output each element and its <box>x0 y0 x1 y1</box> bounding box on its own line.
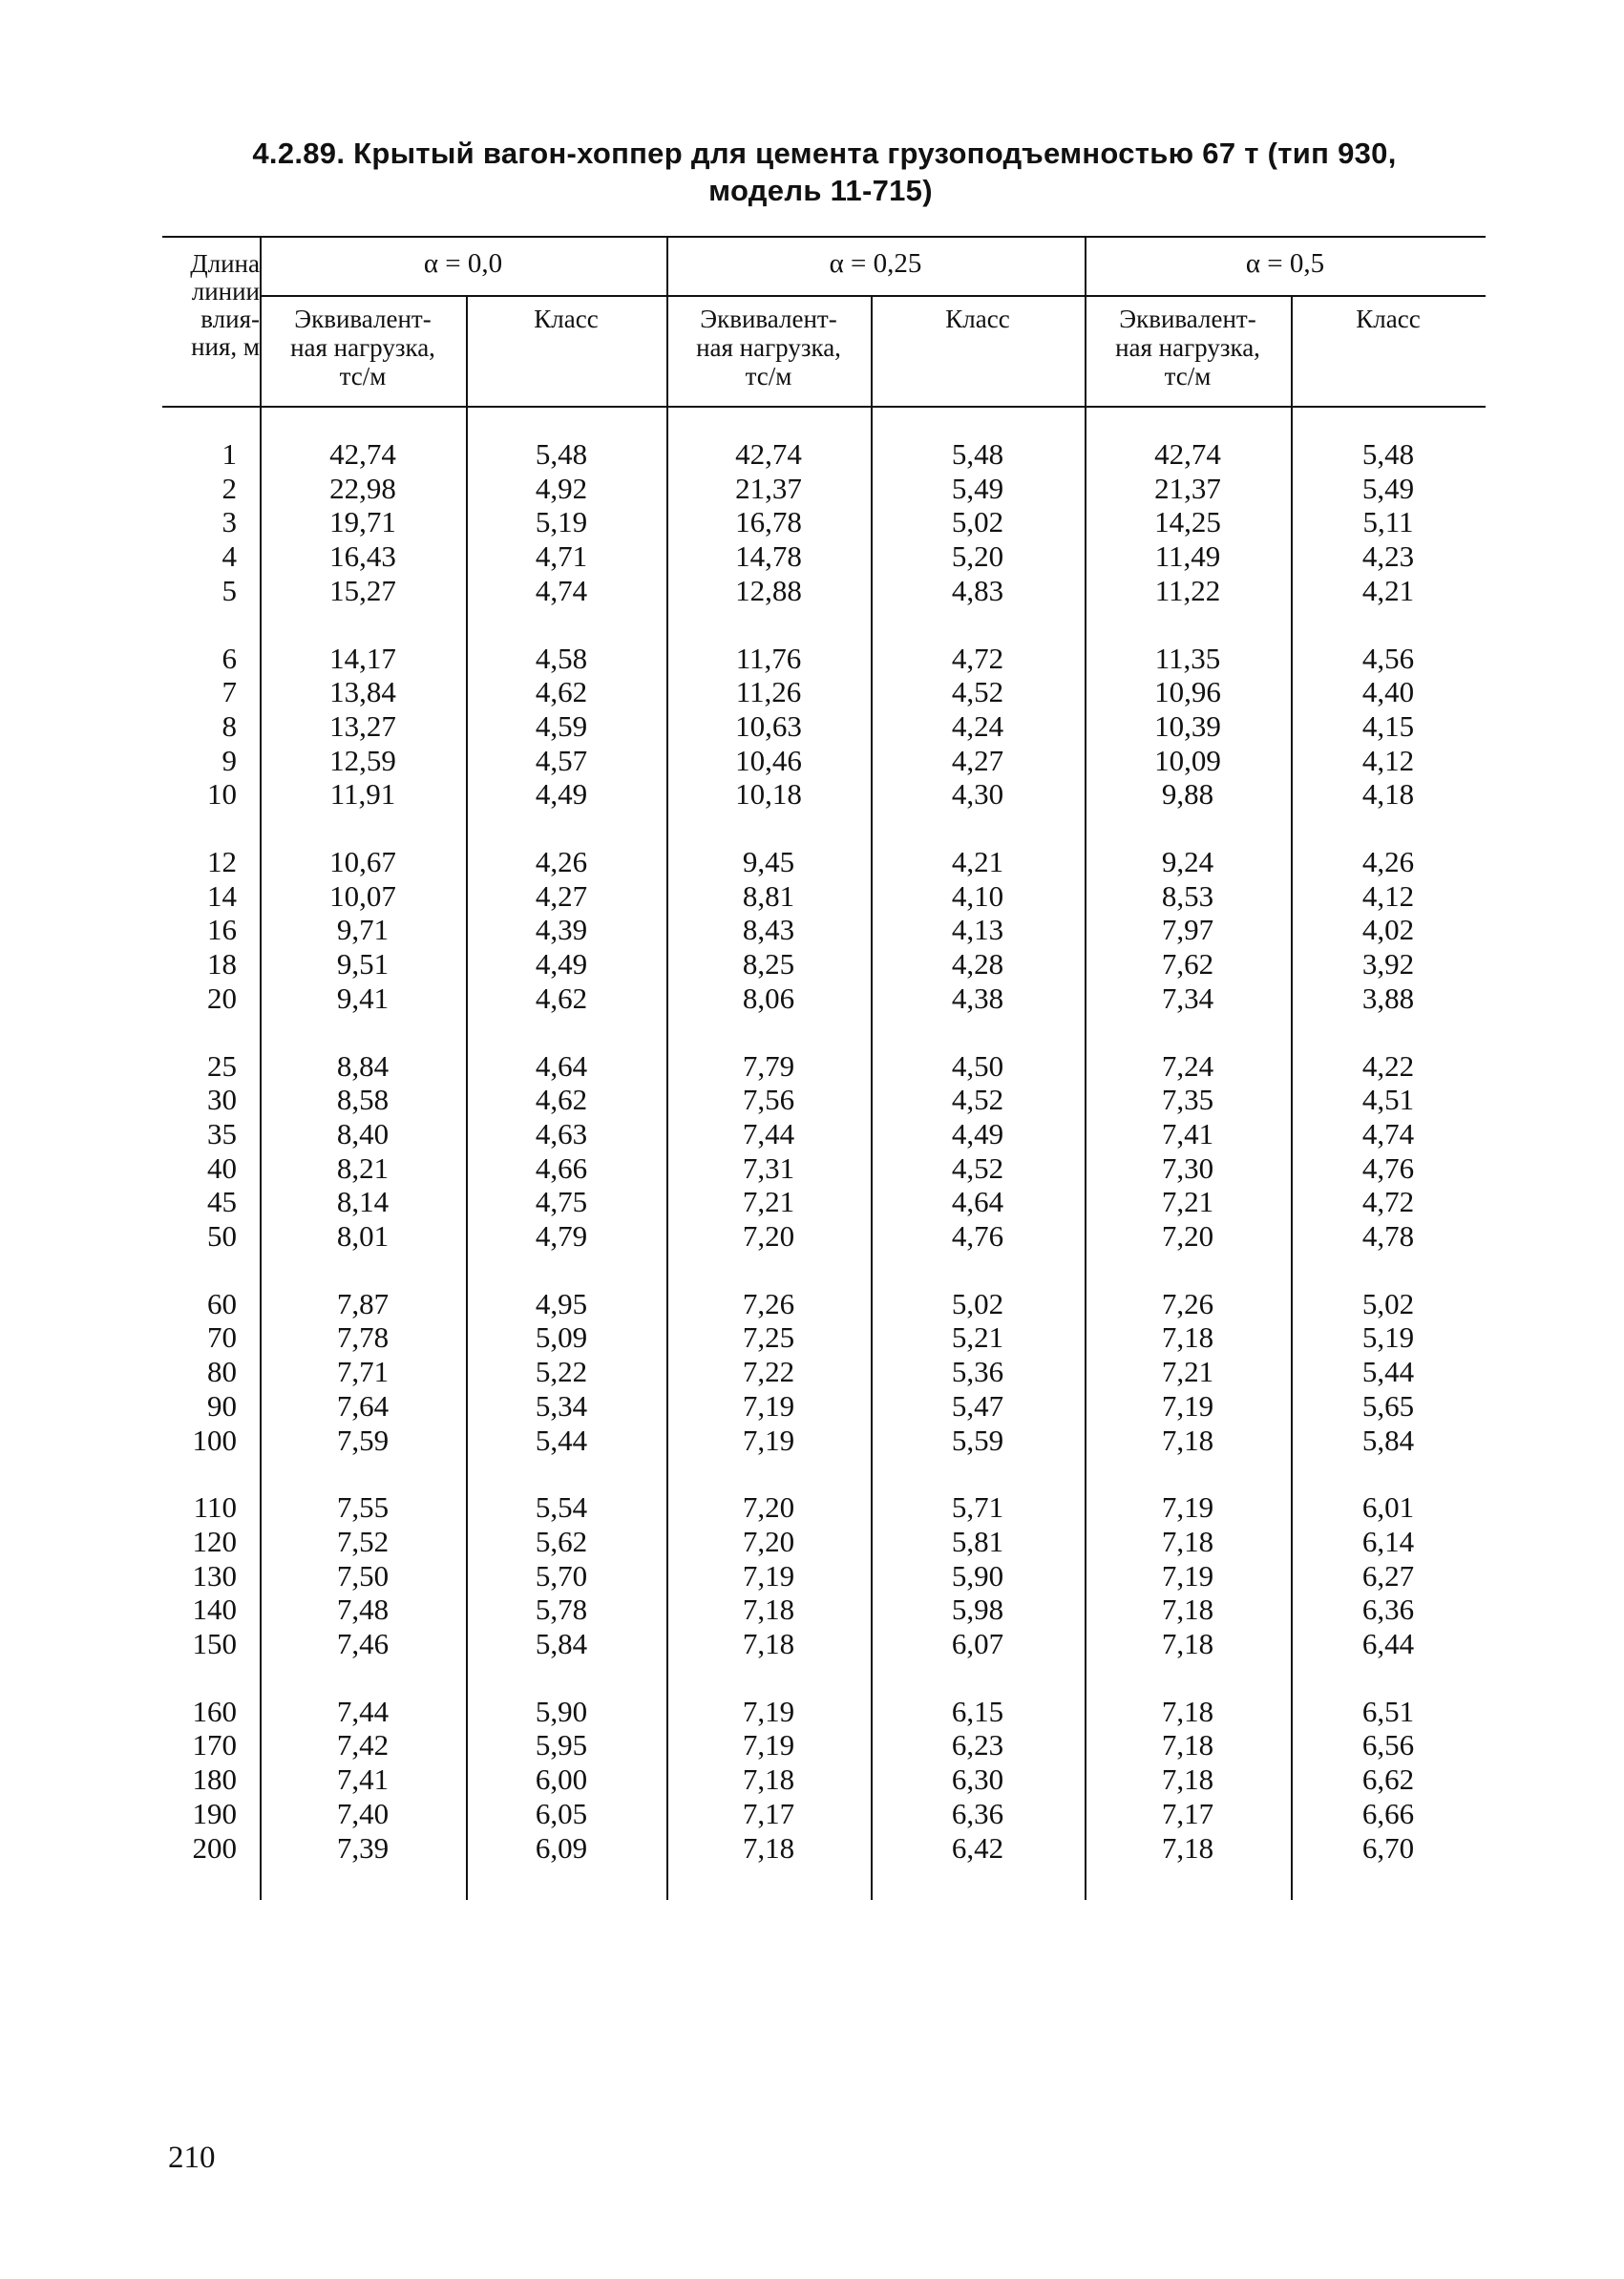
row-length-value: 16 <box>207 913 237 947</box>
equivalent-load-value: 7,18 <box>1161 1320 1214 1355</box>
header-subgroup-rule <box>260 295 1486 297</box>
equivalent-load-value: 7,18 <box>1161 1524 1214 1558</box>
equivalent-load-value: 7,44 <box>336 1694 390 1728</box>
equivalent-load-value: 7,40 <box>336 1796 390 1830</box>
equivalent-load-value: 7,79 <box>742 1048 795 1083</box>
equivalent-load-value: 7,31 <box>742 1150 795 1185</box>
equivalent-load-value: 7,39 <box>336 1830 390 1865</box>
class-value: 5,02 <box>951 505 1004 539</box>
equivalent-load-value: 8,06 <box>742 981 795 1015</box>
class-value: 4,75 <box>535 1185 588 1219</box>
header-class: Класс <box>1356 305 1421 333</box>
row-length-value: 1 <box>221 437 237 471</box>
equivalent-load-value: 8,25 <box>742 947 795 981</box>
row-length-value: 6 <box>221 641 237 675</box>
class-value: 5,47 <box>951 1388 1004 1423</box>
equivalent-load-value: 42,74 <box>329 437 396 471</box>
equivalent-load-value: 7,97 <box>1161 913 1214 947</box>
equivalent-load-value: 8,84 <box>336 1048 390 1083</box>
equivalent-load-value: 21,37 <box>1154 471 1221 505</box>
class-value: 4,21 <box>951 845 1004 878</box>
class-value: 6,42 <box>951 1830 1004 1865</box>
class-value: 5,19 <box>535 505 588 539</box>
header-length-label: ния, м <box>191 332 260 361</box>
class-value: 6,36 <box>951 1796 1004 1830</box>
equivalent-load-value: 7,48 <box>336 1593 390 1627</box>
class-value: 4,76 <box>1361 1150 1415 1185</box>
header-length-label: влия- <box>200 305 260 333</box>
class-value: 6,27 <box>1361 1558 1415 1593</box>
class-value: 5,54 <box>535 1490 588 1525</box>
class-value: 4,52 <box>951 675 1004 709</box>
equivalent-load-value: 7,44 <box>742 1116 795 1150</box>
equivalent-load-value: 9,51 <box>336 947 390 981</box>
equivalent-load-value: 7,19 <box>742 1423 795 1457</box>
class-value: 5,44 <box>1361 1355 1415 1389</box>
class-value: 4,62 <box>535 1083 588 1117</box>
class-value: 4,21 <box>1361 573 1415 607</box>
row-length-value: 80 <box>207 1355 237 1389</box>
equivalent-load-value: 9,41 <box>336 981 390 1015</box>
class-value: 5,48 <box>535 437 588 471</box>
equivalent-load-value: 7,19 <box>742 1728 795 1762</box>
class-value: 5,09 <box>535 1320 588 1355</box>
class-value: 4,26 <box>535 845 588 878</box>
class-value: 4,56 <box>1361 641 1415 675</box>
class-value: 5,70 <box>535 1558 588 1593</box>
equivalent-load-value: 9,45 <box>742 845 795 878</box>
equivalent-load-value: 8,01 <box>336 1219 390 1253</box>
equivalent-load-value: 11,49 <box>1154 539 1221 574</box>
equivalent-load-value: 8,40 <box>336 1116 390 1150</box>
equivalent-load-value: 10,39 <box>1154 708 1221 743</box>
equivalent-load-value: 9,71 <box>336 913 390 947</box>
class-value: 5,98 <box>951 1593 1004 1627</box>
header-alpha-group: α = 0,0 <box>423 248 503 279</box>
equivalent-load-value: 12,59 <box>329 743 396 777</box>
class-value: 4,38 <box>951 981 1004 1015</box>
class-value: 4,40 <box>1361 675 1415 709</box>
equivalent-load-value: 7,20 <box>1161 1219 1214 1253</box>
equivalent-load-value: 7,18 <box>1161 1830 1214 1865</box>
row-length-value: 150 <box>192 1627 237 1660</box>
class-value: 5,20 <box>951 539 1004 574</box>
class-value: 5,95 <box>535 1728 588 1762</box>
equivalent-load-value: 14,25 <box>1154 505 1221 539</box>
class-value: 5,65 <box>1361 1388 1415 1423</box>
header-equivalent-load: ная нагрузка, <box>290 333 435 362</box>
row-length-value: 9 <box>221 743 237 777</box>
equivalent-load-value: 7,71 <box>336 1355 390 1389</box>
row-length-value: 14 <box>207 878 237 913</box>
equivalent-load-value: 8,81 <box>742 878 795 913</box>
equivalent-load-value: 10,46 <box>735 743 802 777</box>
row-length-value: 5 <box>221 573 237 607</box>
equivalent-load-value: 7,20 <box>742 1524 795 1558</box>
header-equivalent-load: тс/м <box>339 362 387 390</box>
class-value: 4,71 <box>535 539 588 574</box>
header-equivalent-load: Эквивалент- <box>294 305 432 333</box>
equivalent-load-value: 7,55 <box>336 1490 390 1525</box>
class-value: 5,36 <box>951 1355 1004 1389</box>
column-separator <box>1291 295 1293 1900</box>
class-value: 5,11 <box>1362 505 1414 539</box>
equivalent-load-value: 7,19 <box>1161 1388 1214 1423</box>
equivalent-load-value: 7,21 <box>1161 1185 1214 1219</box>
equivalent-load-value: 10,07 <box>329 878 396 913</box>
class-value: 6,62 <box>1361 1762 1415 1797</box>
row-length-value: 170 <box>192 1728 237 1762</box>
row-length-value: 110 <box>193 1490 237 1525</box>
equivalent-load-value: 8,58 <box>336 1083 390 1117</box>
equivalent-load-value: 11,26 <box>735 675 802 709</box>
row-length-value: 70 <box>207 1320 237 1355</box>
class-value: 6,56 <box>1361 1728 1415 1762</box>
row-length-value: 20 <box>207 981 237 1015</box>
row-length-value: 200 <box>192 1830 237 1865</box>
class-value: 4,58 <box>535 641 588 675</box>
equivalent-load-value: 7,42 <box>336 1728 390 1762</box>
equivalent-load-value: 8,21 <box>336 1150 390 1185</box>
class-value: 4,64 <box>535 1048 588 1083</box>
header-equivalent-load: Эквивалент- <box>1119 305 1256 333</box>
equivalent-load-value: 11,35 <box>1154 641 1221 675</box>
class-value: 6,09 <box>535 1830 588 1865</box>
equivalent-load-value: 42,74 <box>735 437 802 471</box>
equivalent-load-value: 10,18 <box>735 777 802 812</box>
class-value: 6,00 <box>535 1762 588 1797</box>
equivalent-load-value: 7,87 <box>336 1286 390 1320</box>
equivalent-load-value: 7,18 <box>1161 1762 1214 1797</box>
class-value: 4,50 <box>951 1048 1004 1083</box>
class-value: 5,90 <box>951 1558 1004 1593</box>
class-value: 4,15 <box>1361 708 1415 743</box>
equivalent-load-value: 7,18 <box>742 1830 795 1865</box>
equivalent-load-value: 13,84 <box>329 675 396 709</box>
class-value: 5,21 <box>951 1320 1004 1355</box>
header-equivalent-load: ная нагрузка, <box>696 333 841 362</box>
row-length-value: 35 <box>207 1116 237 1150</box>
column-separator <box>1085 236 1086 1900</box>
class-value: 4,02 <box>1361 913 1415 947</box>
row-length-value: 10 <box>207 777 237 812</box>
class-value: 4,52 <box>951 1083 1004 1117</box>
class-value: 6,01 <box>1361 1490 1415 1525</box>
class-value: 6,05 <box>535 1796 588 1830</box>
class-value: 6,15 <box>951 1694 1004 1728</box>
equivalent-load-value: 7,18 <box>1161 1593 1214 1627</box>
class-value: 4,64 <box>951 1185 1004 1219</box>
class-value: 4,49 <box>535 777 588 812</box>
row-length-value: 8 <box>221 708 237 743</box>
class-value: 4,30 <box>951 777 1004 812</box>
class-value: 4,92 <box>535 471 588 505</box>
row-length-value: 4 <box>221 539 237 574</box>
equivalent-load-value: 7,41 <box>1161 1116 1214 1150</box>
row-length-value: 3 <box>221 505 237 539</box>
class-value: 5,59 <box>951 1423 1004 1457</box>
class-value: 4,24 <box>951 708 1004 743</box>
row-length-value: 18 <box>207 947 237 981</box>
class-value: 5,90 <box>535 1694 588 1728</box>
header-length-label: Длина <box>190 249 260 278</box>
equivalent-load-value: 7,21 <box>1161 1355 1214 1389</box>
equivalent-load-value: 8,43 <box>742 913 795 947</box>
class-value: 5,22 <box>535 1355 588 1389</box>
header-equivalent-load: тс/м <box>1164 362 1212 390</box>
header-alpha-group: α = 0,5 <box>1245 248 1325 279</box>
header-class: Класс <box>945 305 1010 333</box>
equivalent-load-value: 7,78 <box>336 1320 390 1355</box>
class-value: 6,51 <box>1361 1694 1415 1728</box>
class-value: 5,02 <box>951 1286 1004 1320</box>
class-value: 4,79 <box>535 1219 588 1253</box>
equivalent-load-value: 16,78 <box>735 505 802 539</box>
row-length-value: 190 <box>192 1796 237 1830</box>
equivalent-load-value: 8,14 <box>336 1185 390 1219</box>
equivalent-load-value: 7,18 <box>1161 1423 1214 1457</box>
equivalent-load-value: 9,24 <box>1161 845 1214 878</box>
equivalent-load-value: 7,19 <box>1161 1490 1214 1525</box>
equivalent-load-value: 9,88 <box>1161 777 1214 812</box>
class-value: 4,10 <box>951 878 1004 913</box>
equivalent-load-value: 7,18 <box>742 1762 795 1797</box>
equivalent-load-value: 7,18 <box>1161 1728 1214 1762</box>
header-equivalent-load: тс/м <box>745 362 792 390</box>
header-alpha-group: α = 0,25 <box>829 248 922 279</box>
equivalent-load-value: 8,53 <box>1161 878 1214 913</box>
class-value: 4,72 <box>951 641 1004 675</box>
equivalent-load-value: 11,22 <box>1154 573 1221 607</box>
class-value: 5,34 <box>535 1388 588 1423</box>
equivalent-load-value: 7,46 <box>336 1627 390 1660</box>
equivalent-load-value: 7,18 <box>1161 1627 1214 1660</box>
table-title-line-1: 4.2.89. Крытый вагон-хоппер для цемента грузоподъемностью 67 т (тип 930, <box>252 137 1397 170</box>
class-value: 5,48 <box>951 437 1004 471</box>
equivalent-load-value: 7,26 <box>742 1286 795 1320</box>
row-length-value: 180 <box>192 1762 237 1797</box>
class-value: 5,44 <box>535 1423 588 1457</box>
equivalent-load-value: 42,74 <box>1154 437 1221 471</box>
equivalent-load-value: 22,98 <box>329 471 396 505</box>
class-value: 5,71 <box>951 1490 1004 1525</box>
table-top-rule <box>162 236 1486 238</box>
equivalent-load-value: 7,62 <box>1161 947 1214 981</box>
class-value: 4,74 <box>535 573 588 607</box>
equivalent-load-value: 10,67 <box>329 845 396 878</box>
equivalent-load-value: 7,19 <box>742 1388 795 1423</box>
equivalent-load-value: 7,17 <box>1161 1796 1214 1830</box>
class-value: 4,49 <box>535 947 588 981</box>
column-separator <box>260 236 262 1900</box>
class-value: 5,78 <box>535 1593 588 1627</box>
row-length-value: 140 <box>192 1593 237 1627</box>
header-equivalent-load: Эквивалент- <box>700 305 837 333</box>
equivalent-load-value: 7,19 <box>1161 1558 1214 1593</box>
equivalent-load-value: 14,78 <box>735 539 802 574</box>
equivalent-load-value: 14,17 <box>329 641 396 675</box>
equivalent-load-value: 7,17 <box>742 1796 795 1830</box>
class-value: 4,62 <box>535 675 588 709</box>
header-equivalent-load: ная нагрузка, <box>1115 333 1260 362</box>
row-length-value: 40 <box>207 1150 237 1185</box>
class-value: 4,27 <box>535 878 588 913</box>
row-length-value: 25 <box>207 1048 237 1083</box>
class-value: 4,76 <box>951 1219 1004 1253</box>
header-bottom-rule <box>162 406 1486 408</box>
class-value: 5,62 <box>535 1524 588 1558</box>
equivalent-load-value: 13,27 <box>329 708 396 743</box>
row-length-value: 160 <box>192 1694 237 1728</box>
equivalent-load-value: 7,30 <box>1161 1150 1214 1185</box>
class-value: 4,66 <box>535 1150 588 1185</box>
class-value: 4,18 <box>1361 777 1415 812</box>
row-length-value: 50 <box>207 1219 237 1253</box>
class-value: 6,07 <box>951 1627 1004 1660</box>
equivalent-load-value: 16,43 <box>329 539 396 574</box>
equivalent-load-value: 7,59 <box>336 1423 390 1457</box>
equivalent-load-value: 7,20 <box>742 1219 795 1253</box>
equivalent-load-value: 7,19 <box>742 1694 795 1728</box>
class-value: 6,70 <box>1361 1830 1415 1865</box>
class-value: 4,23 <box>1361 539 1415 574</box>
equivalent-load-value: 7,21 <box>742 1185 795 1219</box>
class-value: 5,84 <box>535 1627 588 1660</box>
row-length-value: 12 <box>207 845 237 878</box>
equivalent-load-value: 7,52 <box>336 1524 390 1558</box>
row-length-value: 60 <box>207 1286 237 1320</box>
class-value: 6,66 <box>1361 1796 1415 1830</box>
class-value: 4,95 <box>535 1286 588 1320</box>
equivalent-load-value: 7,64 <box>336 1388 390 1423</box>
row-length-value: 30 <box>207 1083 237 1117</box>
equivalent-load-value: 7,24 <box>1161 1048 1214 1083</box>
class-value: 6,14 <box>1361 1524 1415 1558</box>
equivalent-load-value: 7,35 <box>1161 1083 1214 1117</box>
equivalent-load-value: 11,76 <box>735 641 802 675</box>
class-value: 4,12 <box>1361 743 1415 777</box>
class-value: 4,57 <box>535 743 588 777</box>
class-value: 4,78 <box>1361 1219 1415 1253</box>
page-number: 210 <box>168 2141 216 2175</box>
equivalent-load-value: 7,19 <box>742 1558 795 1593</box>
class-value: 4,83 <box>951 573 1004 607</box>
table-title-line-2: модель 11-715) <box>708 174 933 207</box>
equivalent-load-value: 19,71 <box>329 505 396 539</box>
equivalent-load-value: 7,22 <box>742 1355 795 1389</box>
equivalent-load-value: 21,37 <box>735 471 802 505</box>
class-value: 4,52 <box>951 1150 1004 1185</box>
class-value: 4,49 <box>951 1116 1004 1150</box>
equivalent-load-value: 10,96 <box>1154 675 1221 709</box>
class-value: 5,84 <box>1361 1423 1415 1457</box>
equivalent-load-value: 7,18 <box>742 1593 795 1627</box>
equivalent-load-value: 7,18 <box>1161 1694 1214 1728</box>
class-value: 4,59 <box>535 708 588 743</box>
class-value: 5,19 <box>1361 1320 1415 1355</box>
equivalent-load-value: 15,27 <box>329 573 396 607</box>
class-value: 4,22 <box>1361 1048 1415 1083</box>
equivalent-load-value: 10,63 <box>735 708 802 743</box>
class-value: 3,92 <box>1361 947 1415 981</box>
equivalent-load-value: 11,91 <box>329 777 396 812</box>
column-separator <box>466 295 468 1900</box>
class-value: 5,48 <box>1361 437 1415 471</box>
class-value: 6,23 <box>951 1728 1004 1762</box>
class-value: 5,49 <box>1361 471 1415 505</box>
row-length-value: 90 <box>207 1388 237 1423</box>
class-value: 4,28 <box>951 947 1004 981</box>
equivalent-load-value: 12,88 <box>735 573 802 607</box>
equivalent-load-value: 7,41 <box>336 1762 390 1797</box>
class-value: 5,02 <box>1361 1286 1415 1320</box>
class-value: 5,49 <box>951 471 1004 505</box>
equivalent-load-value: 7,25 <box>742 1320 795 1355</box>
row-length-value: 100 <box>192 1423 237 1457</box>
row-length-value: 130 <box>192 1558 237 1593</box>
class-value: 6,36 <box>1361 1593 1415 1627</box>
equivalent-load-value: 7,18 <box>742 1627 795 1660</box>
class-value: 4,13 <box>951 913 1004 947</box>
class-value: 4,39 <box>535 913 588 947</box>
class-value: 4,62 <box>535 981 588 1015</box>
row-length-value: 120 <box>192 1524 237 1558</box>
class-value: 4,74 <box>1361 1116 1415 1150</box>
equivalent-load-value: 7,56 <box>742 1083 795 1117</box>
header-length-label: линии <box>191 277 260 306</box>
row-length-value: 7 <box>221 675 237 709</box>
class-value: 5,81 <box>951 1524 1004 1558</box>
class-value: 3,88 <box>1361 981 1415 1015</box>
class-value: 4,12 <box>1361 878 1415 913</box>
class-value: 4,51 <box>1361 1083 1415 1117</box>
equivalent-load-value: 7,26 <box>1161 1286 1214 1320</box>
class-value: 4,26 <box>1361 845 1415 878</box>
class-value: 4,63 <box>535 1116 588 1150</box>
header-class: Класс <box>534 305 599 333</box>
class-value: 4,27 <box>951 743 1004 777</box>
equivalent-load-value: 7,50 <box>336 1558 390 1593</box>
equivalent-load-value: 7,20 <box>742 1490 795 1525</box>
row-length-value: 2 <box>221 471 237 505</box>
equivalent-load-value: 7,34 <box>1161 981 1214 1015</box>
row-length-value: 45 <box>207 1185 237 1219</box>
class-value: 4,72 <box>1361 1185 1415 1219</box>
column-separator <box>871 295 873 1900</box>
class-value: 6,44 <box>1361 1627 1415 1660</box>
class-value: 6,30 <box>951 1762 1004 1797</box>
equivalent-load-value: 10,09 <box>1154 743 1221 777</box>
column-separator <box>666 236 668 1900</box>
